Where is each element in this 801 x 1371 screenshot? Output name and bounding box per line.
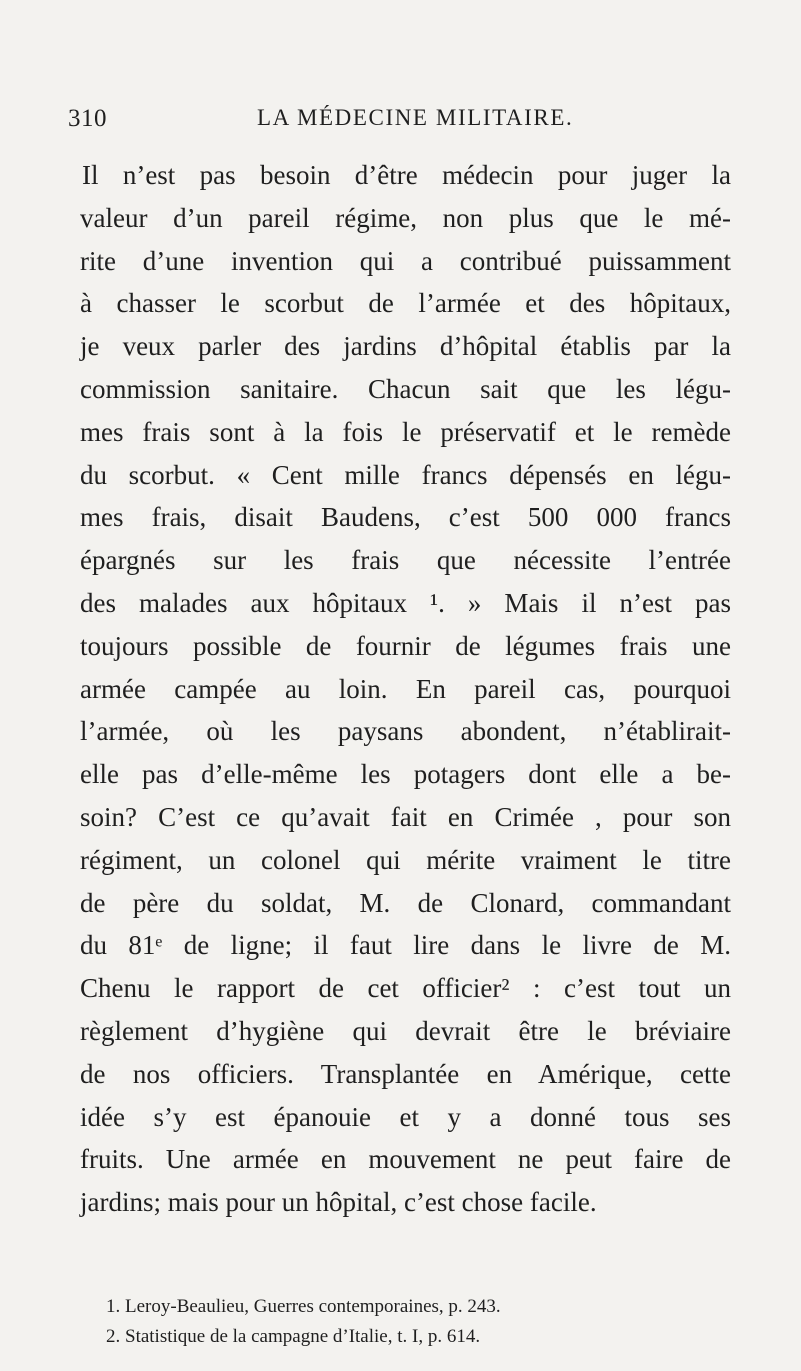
text-line: épargnés sur les frais que nécessite l’entrée <box>80 545 731 576</box>
footnote: 1. Leroy-Beaulieu, Guerres contemporaines, p. 243. <box>106 1296 501 1317</box>
footnotes <box>106 1292 726 1352</box>
text-line: mes frais, disait Baudens, c’est 500 000 francs <box>80 502 731 533</box>
text-line: Chenu le rapport de cet officier² : c’est tout un <box>80 973 731 1004</box>
text-line: soin? C’est ce qu’avait fait en Crimée , pour son <box>80 801 731 832</box>
text-line: l’armée, où les paysans abondent, n’établirait- <box>80 716 731 747</box>
running-title: LA MÉDECINE MILITAIRE. <box>257 105 574 130</box>
text-line: des malades aux hôpitaux ¹. » Mais il n’est pas <box>80 587 731 618</box>
running-head <box>68 105 688 145</box>
text-line: régiment, un colonel qui mérite vraiment le titre <box>80 844 731 875</box>
text-line: elle pas d’elle-même les potagers dont elle a be- <box>80 759 731 790</box>
text-line: rite d’une invention qui a contribué puissamment <box>80 245 731 276</box>
text-line: armée campée au loin. En pareil cas, pourquoi <box>80 673 731 704</box>
text-line: à chasser le scorbut de l’armée et des hôpitaux, <box>80 288 731 319</box>
text-line: de père du soldat, M. de Clonard, commandant <box>80 887 731 918</box>
text-line: fruits. Une armée en mouvement ne peut faire de <box>80 1144 731 1175</box>
text-line: idée s’y est épanouie et y a donné tous ses <box>80 1101 731 1132</box>
text-line: valeur d’un pareil régime, non plus que le mé- <box>80 202 731 233</box>
body-text <box>80 154 731 1224</box>
text-line: du 81ᵉ de ligne; il faut lire dans le livre de M. <box>80 930 731 961</box>
text-line: de nos officiers. Transplantée en Amérique, cette <box>80 1058 731 1089</box>
text-line: jardins; mais pour un hôpital, c’est chose facile. <box>80 1187 597 1218</box>
text-line: règlement d’hygiène qui devrait être le bréviaire <box>80 1015 731 1046</box>
page-number: 310 <box>68 105 107 132</box>
text-line: du scorbut. « Cent mille francs dépensés en légu- <box>80 459 731 490</box>
text-line: commission sanitaire. Chacun sait que les légu- <box>80 373 731 404</box>
text-line: mes frais sont à la fois le préservatif et le remède <box>80 416 731 447</box>
text-line: toujours possible de fournir de légumes frais une <box>80 630 731 661</box>
footnote: 2. Statistique de la campagne d’Italie, t. I, p. 614. <box>106 1326 481 1347</box>
text-line: je veux parler des jardins d’hôpital établis par la <box>80 331 731 362</box>
text-line: Il n’est pas besoin d’être médecin pour juger la <box>82 160 731 190</box>
